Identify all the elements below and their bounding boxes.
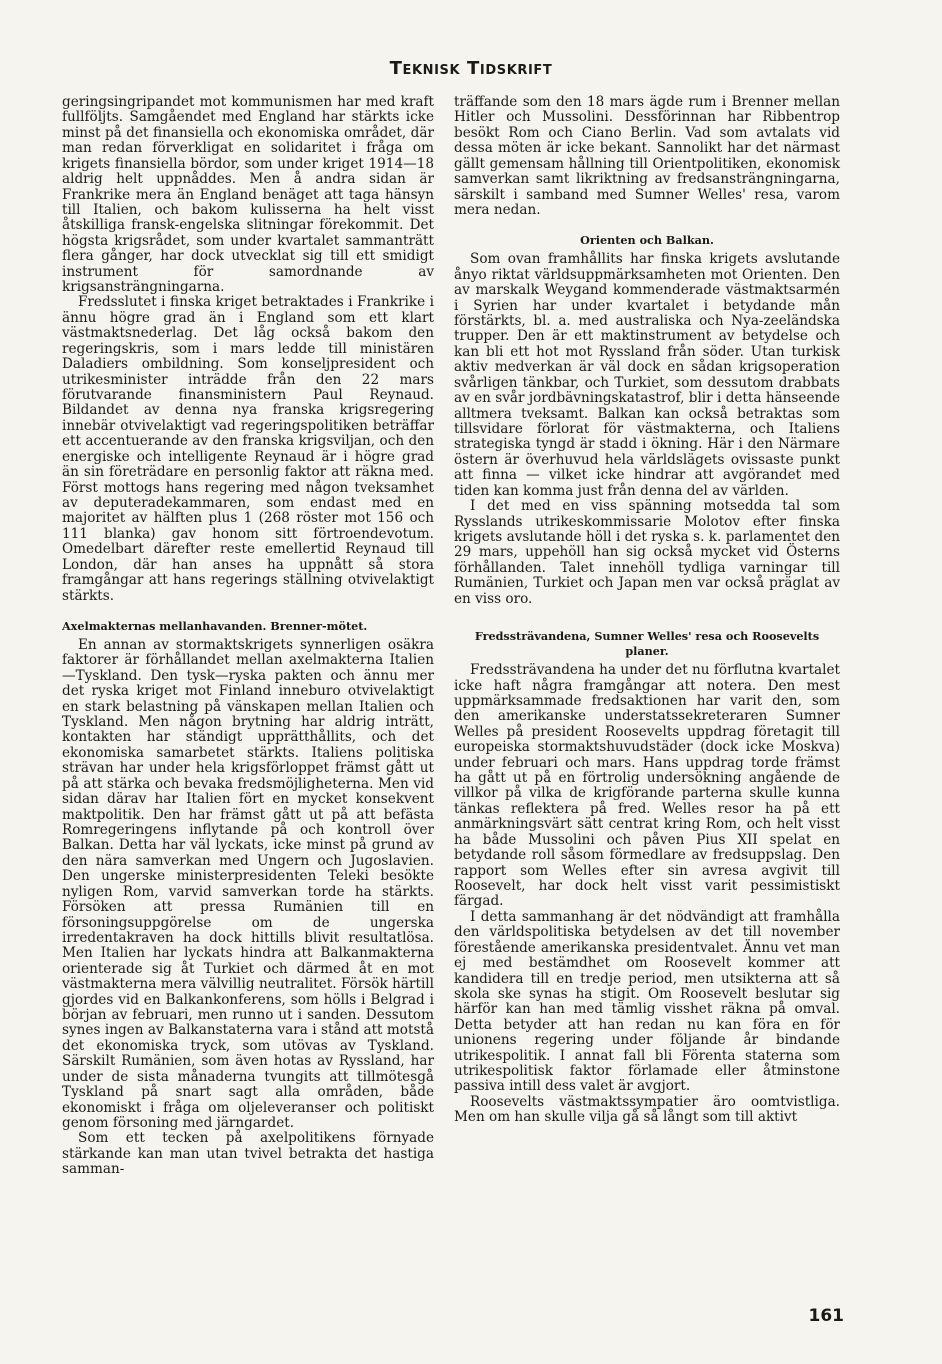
section-heading: Axelmakternas mellanhavanden. Brenner-mötet. (62, 618, 368, 633)
paragraph: Fredssträvandena ha under det nu förflutna kvartalet icke haft några framgångar att notera. Den mest uppmärksammade fredsaktionen har varit den, som den amerikanske understatssekreteraren Sumner Welles på president Roosevelts uppdrag företagit till europeiska stormaktshuvudstäder (dock icke Moskva) under februari och mars. Hans uppdrag torde främst ha gått ut på en förtrolig undersökning angående de villkor på vilka de krigförande parterna skulle kunna tänkas reflektera på fred. Welles resor ha på ett anmärkningsvärt sätt centrat kring Rom, och helt visst ha både Mussolini och påven Pius XII spelat en betydande roll såsom förmedlare av fredsuppslag. Den rapport som Welles efter sin avresa avgivit till Roosevelt, har dock helt visst varit pessimistiskt färgad. (454, 662, 840, 910)
paragraph: Roosevelts västmaktssympatier äro oomtvistliga. Men om han skulle vilja gå så långt som till aktivt (454, 1093, 840, 1126)
paragraph: I det med en viss spänning motsedda tal som Rysslands utrikeskommissarie Molotov efter finska krigets avslutande höll i det ryska s. k. parlamentet den 29 mars, uppehöll han sig också mycket vid Österns förhållanden. Talet innehöll tydliga varningar till Rumänien, Turkiet och Japan men var också präglat av en viss oro. (454, 498, 840, 607)
paragraph: En annan av stormaktskrigets synnerligen osäkra faktorer är förhållandet mellan axelmakterna Italien—Tyskland. Den tysk—ryska pakten och ännu mer det ryska kriget mot Finland inneburo otvivelaktigt en stark belastning på vänskapen mellan Italien och Tyskland. Men någon brytning har aldrig inträtt, kontakten har ständigt upprätthållits, och det ekonomiska samarbetet stärkts. Italiens politiska strävan har under hela krigsförloppet främst gått ut på att stärka och bevaka fredsmöjligheterna. Men vid sidan därav har Italien fört en mycket konsekvent maktpolitik. Den har främst gått ut på att befästa Romregeringens inflytande på och kontroll över Balkan. Detta har väl lyckats, icke minst på grund av den nära samverkan med Ungern och Jugoslavien. Den ungerske ministerpresidenten Teleki besökte nyligen Rom, varvid samverkan torde ha stärkts. Försöken att pressa Rumänien till en försoningsuppgörelse om de ungerska irredentakraven ha dock hittills blivit resultatlösa. Men Italien har lyckats hindra att Balkanmakterna orienterade sig åt Turkiet och därmed åt en mot västmakterna mera välvillig neutralitet. Försök härtill gjordes vid en Balkankonferens, som hölls i Belgrad i början av februari, men runno ut i sanden. Dessutom synes ingen av Balkanstaterna vara i stånd att motstå det ekonomiska tryck, som utövas av Tyskland. Särskilt Rumänien, som även hotas av Ryssland, har under de sista månaderna tvungits att tillmötesgå Tyskland på snart sagt alla områden, både ekonomiskt i fråga om oljeleveranser och politiskt genom försoning med järngardet. (62, 636, 434, 1131)
paragraph: I detta sammanhang är det nödvändigt att framhålla den världspolitiska betydelsen av det till november förestående amerikanska presidentvalet. Ännu vet man ej med bestämdhet om Roosevelt kommer att kandidera till en tredje period, men utsikterna att så skola ske synas ha stigit. Om Roosevelt beslutar sig härför kan han med tämlig visshet räkna på omval. Detta betyder att han redan nu kan föra en för unionens regering under följande år bindande utrikespolitik. I annat fall bli Förenta staterna som utrikespolitisk faktor förlamade eller åtminstone passiva intill dess valet är avgjort. (454, 908, 840, 1095)
paragraph: Fredsslutet i finska kriget betraktades i Frankrike i ännu högre grad än i England som ett klart västmaktsnederlag. Det låg också bakom den regeringskris, som i mars ledde till ministären Daladiers ombildning. Som konseljpresident och utrikesminister inträdde från den 22 mars förutvarande finansministern Paul Reynaud. Bildandet av denna nya franska krigsregering innebär otvivelaktigt vad regeringspolitiken beträffar ett accentuerande av den franska krigsviljan, och den energiske och intelligente Reynaud är i högre grad än sin företrädare en personlig faktor att räkna med. Först mottogs hans regering med någon tveksamhet av deputeradekammaren, som endast med en majoritet av hälften plus 1 (268 röster mot 156 och 111 blanka) gav honom sitt förtroendevotum. Omedelbart därefter reste emellertid Reynaud till London, där han anses ha uppnått så stora framgångar att hans regerings ställning otvivelaktigt stärkts. (62, 294, 434, 604)
section-heading: Fredssträvandena, Sumner Welles' resa och Roosevelts planer. (474, 629, 820, 659)
right-column (454, 95, 840, 1126)
page-number: 161 (808, 1306, 844, 1326)
journal-title: Teknisk Tidskrift (389, 58, 553, 79)
paragraph: Som ett tecken på axelpolitikens förnyade stärkande kan man utan tvivel betrakta det hastiga samman- (62, 1130, 434, 1178)
paragraph: träffande som den 18 mars ägde rum i Brenner mellan Hitler och Mussolini. Dessförinnan har Ribbentrop besökt Rom och Ciano Berlin. Vad som avtalats vid dessa möten är icke bekant. Sannolikt har det närmast gällt gemensam hållning till Orientpolitiken, ekonomisk samverkan samt likriktning av fredsansträngningarna, särskilt i samband med Sumner Welles' resa, varom mera nedan. (454, 94, 840, 218)
paragraph: geringsingripandet mot kommunismen har med kraft fullföljts. Samgåendet med England har stärkts icke minst på det finansiella och ekonomiska området, där man redan förverkligat en solidaritet i fråga om krigets finansiella bördor, som under kriget 1914—18 aldrig helt uppnåddes. Men å andra sidan är Frankrike mera än England benäget att taga hänsyn till Italien, och bakom kulisserna ha helt visst åtskilliga fransk-engelska slitningar förekommit. Det högsta krigsrådet, som under kvartalet sammanträtt flera gånger, har dock utvecklat sig till ett smidigt instrument för samordnande av krigsansträngningarna. (62, 94, 434, 296)
left-column (62, 95, 434, 1178)
section-heading: Orienten och Balkan. (580, 233, 714, 248)
paragraph: Som ovan framhållits har finska krigets avslutande ånyo riktat världsuppmärksamheten mot Orienten. Den av marskalk Weygand kommenderade västmaktsarmén i Syrien har under kvartalet i betydande mån förstärkts, bl. a. med australiska och Nya-zeeländska trupper. Den är ett maktinstrument av betydelse och kan bli ett hot mot Ryssland från söder. Utan turkisk aktiv medverkan är väl dock en sådan krigsoperation svårligen tänkbar, och Turkiet, som dessutom drabbats av en svår jordbävningskatastrof, blir i detta hänseende alltmera tveksamt. Balkan kan också betraktas som tillsvidare förlorat för västmakterna, och Italiens strategiska tyngd är stadd i ökning. Här i den Närmare östern är överhuvud hela världslägets ovissaste punkt att finna — vilket icke hindrar att avgörandet med tiden kan komma just från denna del av världen. (454, 251, 840, 499)
